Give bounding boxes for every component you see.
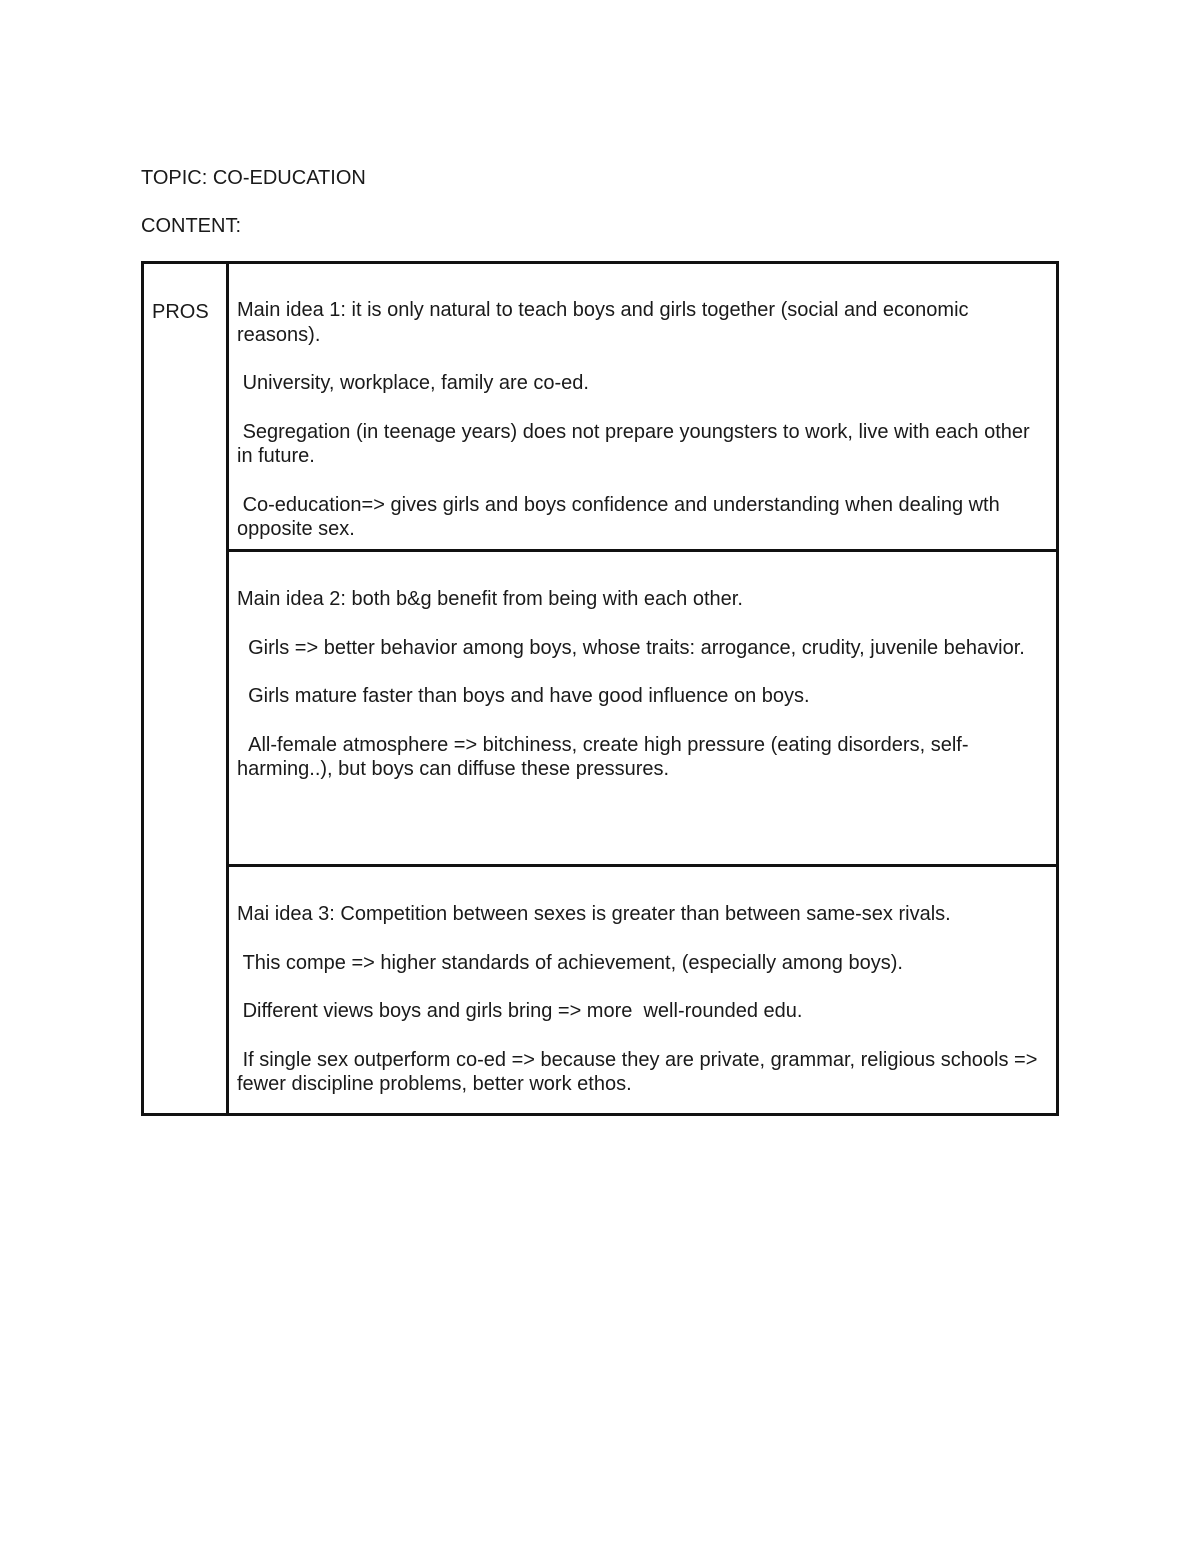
main-idea-2-cell <box>229 552 1056 867</box>
main-idea-3-cell <box>229 867 1056 1113</box>
main-idea-2-point: All-female atmosphere => bitchiness, create high pressure (eating disorders, self-harming..), but boys can diffuse these pressures. <box>237 733 969 780</box>
main-idea-2-point: Girls mature faster than boys and have good influence on boys. <box>237 685 810 707</box>
main-idea-1-heading: Main idea 1: it is only natural to teach boys and girls together (social and economic reasons). <box>237 299 975 346</box>
main-idea-3-point: Different views boys and girls bring => more well-rounded edu. <box>237 1000 803 1022</box>
main-idea-3-point: If single sex outperform co-ed => because they are private, grammar, religious schools => fewer discipline problems, better work ethos. <box>237 1048 1043 1095</box>
main-idea-3-heading: Mai idea 3: Competition between sexes is greater than between same-sex rivals. <box>237 903 951 925</box>
topic-heading: TOPIC: CO-EDUCATION <box>141 167 366 189</box>
main-idea-1-cell <box>229 264 1056 552</box>
pros-label-cell <box>144 264 229 1113</box>
main-idea-2-heading: Main idea 2: both b&g benefit from being with each other. <box>237 588 743 610</box>
main-idea-1-point: Segregation (in teenage years) does not prepare youngsters to work, live with each other in future. <box>237 420 1036 467</box>
content-label: CONTENT: <box>141 215 241 237</box>
pros-table <box>141 261 1059 1116</box>
main-idea-3-point: This compe => higher standards of achievement, (especially among boys). <box>237 951 903 974</box>
main-idea-1-point: Co-education=> gives girls and boys confidence and understanding when dealing wth opposite sex. <box>237 493 1006 540</box>
main-idea-2-point: Girls => better behavior among boys, whose traits: arrogance, crudity, juvenile behavior. <box>237 636 1025 659</box>
pros-label: PROS <box>152 301 209 323</box>
main-idea-1-point: University, workplace, family are co-ed. <box>237 372 589 394</box>
